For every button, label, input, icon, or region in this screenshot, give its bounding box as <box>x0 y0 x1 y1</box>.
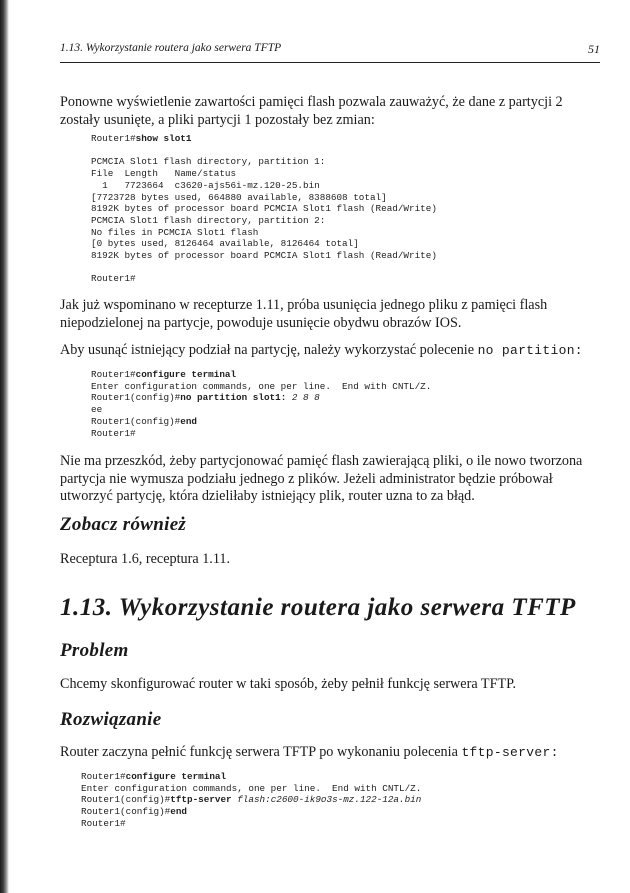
paragraph-partition-result: Ponowne wyświetlenie zawartości pamięci flash pozwala zauważyć, że dane z partycji 2 zostały usunięte, a pliki partycji 1 pozostały bez zmian: <box>60 94 563 128</box>
code-block-no-partition: Router1#configure terminal Enter configuration commands, one per line. End with CNTL/Z. Router1(config)#no partition slot1: 2 8 8 ee Router1(config)#end Router1# <box>91 369 432 439</box>
code-block-tftp-server: Router1#configure terminal Enter configuration commands, one per line. End with CNTL/Z. Router1(config)#tftp-server flash:c2600-ik9o3s-mz.122-12a.bin Router1(config)#end Router1# <box>81 771 422 829</box>
inline-command-tftp-server: tftp-server: <box>461 745 559 760</box>
inline-command-no-partition: no partition: <box>477 343 583 358</box>
problem-heading: Problem <box>60 640 129 661</box>
solution-heading: Rozwiązanie <box>60 709 162 730</box>
binding-edge <box>0 0 9 893</box>
code-block-show-slot: Router1#show slot1 PCMCIA Slot1 flash directory, partition 1: File Length Name/status 1 7723664 c3620-ajs56i-mz.120-25.bin [7723728 bytes used, 664880 available, 8388608 total] 8192K bytes of processor board PCMCIA Slot1 flash (Read/Write) PCMCIA Slot1 flash directory, partition 2: No files in PCMCIA Slot1 flash [0 bytes used, 8126464 available, 8126464 total] 8192K bytes of processor board PCMCIA Slot1 flash (Read/Write) Router1# <box>91 133 437 285</box>
see-also-heading: Zobacz również <box>60 514 187 535</box>
section-title: 1.13. Wykorzystanie routera jako serwera TFTP <box>60 594 576 621</box>
paragraph-partitioning-note: Nie ma przeszkód, żeby partycjonować pamięć flash zawierającą pliki, o ile nowo tworzona partycja nie wymusza podziału jednego z plików. Jeżeli administrator będzie próbował utworzyć partycję, która dzieliłaby istniejący plik, router uzna to za błąd. <box>60 453 583 504</box>
problem-text: Chcemy skonfigurować router w taki sposób, żeby pełnił funkcję serwera TFTP. <box>60 676 516 692</box>
running-title: 1.13. Wykorzystanie routera jako serwera TFTP <box>60 42 282 54</box>
page-number: 51 <box>588 42 600 56</box>
paragraph-no-partition: Aby usunąć istniejący podział na partycję, należy wykorzystać polecenie no partition: <box>60 342 583 358</box>
see-also-text: Receptura 1.6, receptura 1.11. <box>60 551 231 567</box>
paragraph-recipe-reference: Jak już wspominano w recepturze 1.11, próba usunięcia jednego pliku z pamięci flash niepodzielonej na partycje, powoduje usunięcie obydwu obrazów IOS. <box>60 297 548 331</box>
solution-text: Router zaczyna pełnić funkcję serwera TFTP po wykonaniu polecenia tftp-server: <box>60 744 559 760</box>
header-rule <box>60 62 600 63</box>
